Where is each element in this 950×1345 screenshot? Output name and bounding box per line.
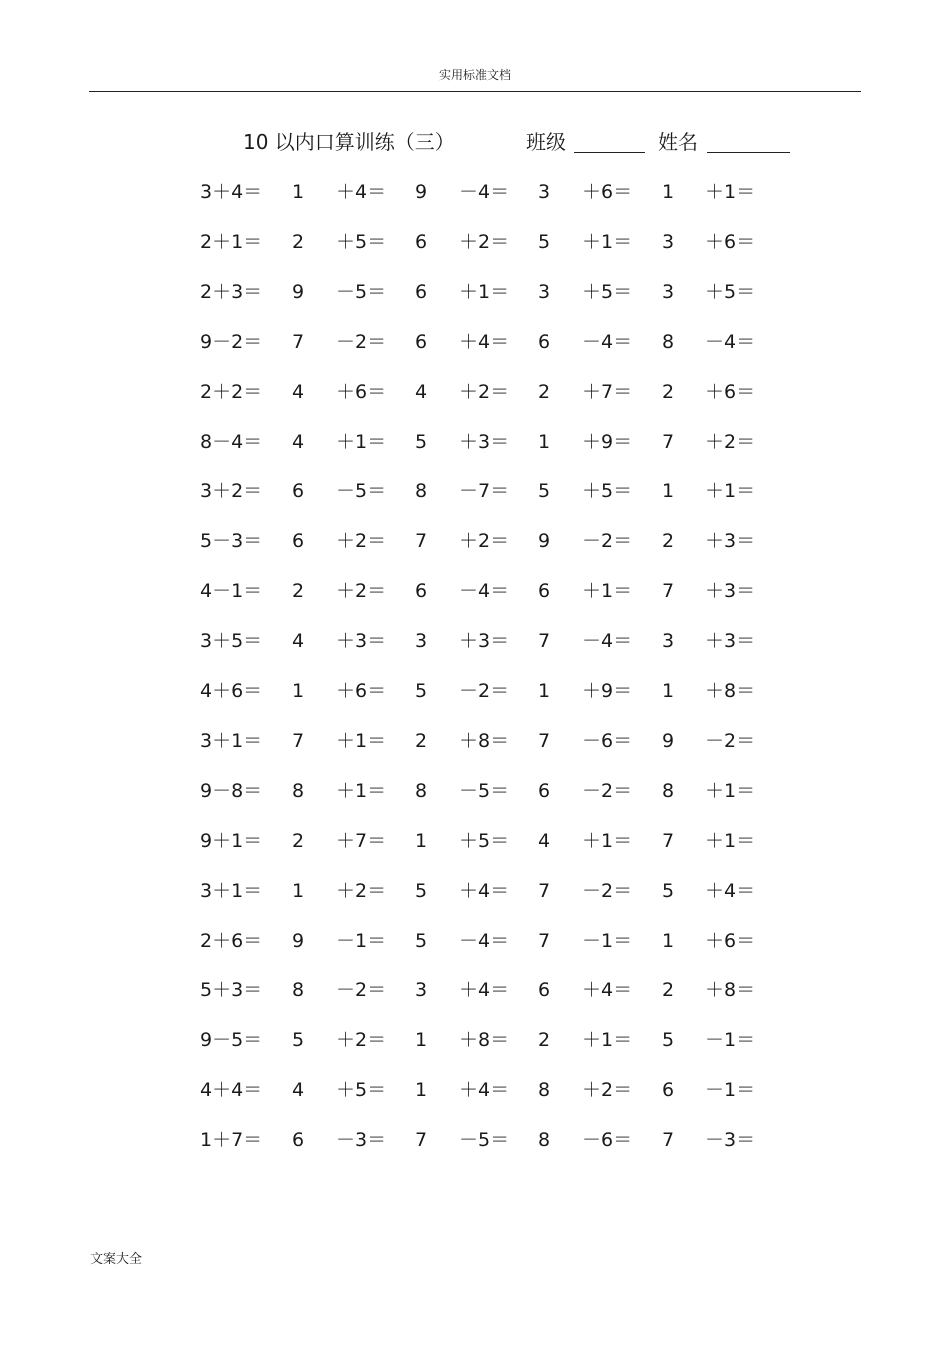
problem-cell: 3＋1＝ <box>200 880 263 902</box>
problem-cell: 6 <box>292 480 305 502</box>
problem-cell: 8 <box>292 979 305 1001</box>
problem-cell: 3 <box>415 630 428 652</box>
problem-cell: －2＝ <box>582 530 633 552</box>
problem-cell: －5＝ <box>459 780 510 802</box>
problem-cell: 6 <box>538 780 551 802</box>
problem-cell: 7 <box>292 730 305 752</box>
problem-cell: ＋6＝ <box>705 231 756 253</box>
problem-cell: 3＋1＝ <box>200 730 263 752</box>
problem-cell: ＋5＝ <box>582 281 633 303</box>
problem-cell: 1 <box>415 1029 428 1051</box>
problem-cell: ＋4＝ <box>459 331 510 353</box>
class-blank-line[interactable] <box>574 128 645 153</box>
problem-cell: ＋2＝ <box>336 580 387 602</box>
problem-cell: ＋1＝ <box>705 830 756 852</box>
problem-cell: ＋4＝ <box>336 181 387 203</box>
problem-cell: ＋8＝ <box>705 979 756 1001</box>
problem-cell: －1＝ <box>582 930 633 952</box>
problem-cell: ＋7＝ <box>582 381 633 403</box>
problem-cell: －2＝ <box>336 331 387 353</box>
problem-cell: 5 <box>662 880 675 902</box>
problem-cell: ＋2＝ <box>336 1029 387 1051</box>
problem-cell: 2 <box>662 381 675 403</box>
problem-cell: －4＝ <box>459 930 510 952</box>
problem-cell: 9 <box>538 530 551 552</box>
problem-cell: ＋5＝ <box>582 480 633 502</box>
problem-cell: ＋3＝ <box>459 630 510 652</box>
problem-cell: ＋2＝ <box>582 1079 633 1101</box>
problem-cell: ＋6＝ <box>705 930 756 952</box>
problem-cell: 1 <box>415 830 428 852</box>
problem-cell: 3＋2＝ <box>200 480 263 502</box>
problem-cell: －4＝ <box>459 580 510 602</box>
problem-cell: ＋4＝ <box>582 979 633 1001</box>
problem-cell: 2＋6＝ <box>200 930 263 952</box>
problem-cell: －2＝ <box>336 979 387 1001</box>
page-footer: 文案大全 <box>90 1252 143 1267</box>
problem-cell: ＋3＝ <box>705 530 756 552</box>
problem-cell: 1 <box>292 181 305 203</box>
problem-cell: 5 <box>415 880 428 902</box>
problem-cell: ＋2＝ <box>336 530 387 552</box>
problem-cell: 3＋4＝ <box>200 181 263 203</box>
problem-cell: 6 <box>415 231 428 253</box>
problem-cell: 7 <box>415 530 428 552</box>
problem-cell: 2 <box>292 580 305 602</box>
problem-cell: 9－2＝ <box>200 331 263 353</box>
problem-cell: ＋2＝ <box>705 431 756 453</box>
problem-cell: 5 <box>292 1029 305 1051</box>
problem-cell: －2＝ <box>705 730 756 752</box>
problem-cell: 3＋5＝ <box>200 630 263 652</box>
problem-cell: ＋3＝ <box>459 431 510 453</box>
problem-cell: 7 <box>662 1129 675 1151</box>
problem-cell: －1＝ <box>705 1079 756 1101</box>
problem-cell: 9 <box>415 181 428 203</box>
problem-cell: 9 <box>292 281 305 303</box>
problem-cell: 7 <box>292 331 305 353</box>
problem-cell: －4＝ <box>582 630 633 652</box>
problem-cell: ＋1＝ <box>459 281 510 303</box>
problem-cell: －1＝ <box>705 1029 756 1051</box>
problem-cell: 2＋1＝ <box>200 231 263 253</box>
problem-cell: ＋5＝ <box>336 231 387 253</box>
problem-cell: 2 <box>662 530 675 552</box>
problem-cell: 1 <box>662 181 675 203</box>
page-header: 实用标准文档 <box>438 68 511 82</box>
problem-cell: ＋2＝ <box>336 880 387 902</box>
problem-cell: 9＋1＝ <box>200 830 263 852</box>
problem-cell: 8 <box>292 780 305 802</box>
problem-cell: ＋9＝ <box>582 431 633 453</box>
problem-cell: －2＝ <box>582 780 633 802</box>
problem-cell: －7＝ <box>459 480 510 502</box>
problem-cell: －4＝ <box>582 331 633 353</box>
problem-cell: －3＝ <box>705 1129 756 1151</box>
problem-cell: 2 <box>662 979 675 1001</box>
problem-cell: ＋7＝ <box>336 830 387 852</box>
problem-cell: 5 <box>415 930 428 952</box>
problem-cell: 2 <box>538 1029 551 1051</box>
problem-cell: 6 <box>538 331 551 353</box>
problem-cell: 6 <box>538 580 551 602</box>
problem-cell: 6 <box>292 530 305 552</box>
problem-cell: 4 <box>292 1079 305 1101</box>
problem-cell: 6 <box>415 281 428 303</box>
problem-cell: 1 <box>662 480 675 502</box>
problem-cell: 5－3＝ <box>200 530 263 552</box>
problem-cell: 1 <box>292 880 305 902</box>
problem-cell: 4 <box>415 381 428 403</box>
problem-cell: 4 <box>292 630 305 652</box>
problem-cell: 6 <box>538 979 551 1001</box>
problem-cell: 1 <box>662 930 675 952</box>
problem-cell: ＋1＝ <box>582 580 633 602</box>
problem-cell: ＋5＝ <box>336 1079 387 1101</box>
problem-cell: 7 <box>538 880 551 902</box>
problem-cell: ＋2＝ <box>459 231 510 253</box>
problem-cell: －6＝ <box>582 730 633 752</box>
problem-cell: 3 <box>538 281 551 303</box>
problem-cell: －4＝ <box>459 181 510 203</box>
problem-cell: ＋1＝ <box>336 780 387 802</box>
problem-cell: 3 <box>662 630 675 652</box>
problem-cell: ＋5＝ <box>459 830 510 852</box>
problem-cell: ＋2＝ <box>459 381 510 403</box>
problem-cell: －5＝ <box>459 1129 510 1151</box>
problem-cell: ＋6＝ <box>582 181 633 203</box>
problem-cell: 2 <box>292 231 305 253</box>
problem-cell: 5 <box>538 480 551 502</box>
problem-cell: ＋1＝ <box>336 730 387 752</box>
problem-cell: 3 <box>662 281 675 303</box>
class-label: 班级 <box>526 130 566 154</box>
problem-cell: 9－8＝ <box>200 780 263 802</box>
worksheet-title: 10 以内口算训练（三） <box>243 130 455 154</box>
name-blank-line[interactable] <box>707 128 790 153</box>
problem-cell: ＋3＝ <box>336 630 387 652</box>
worksheet-title-line <box>0 128 950 158</box>
problem-cell: ＋4＝ <box>705 880 756 902</box>
problem-cell: 2 <box>538 381 551 403</box>
problem-cell: ＋1＝ <box>582 231 633 253</box>
problem-cell: 5 <box>662 1029 675 1051</box>
problem-cell: ＋1＝ <box>582 830 633 852</box>
problem-cell: 4＋6＝ <box>200 680 263 702</box>
problem-cell: ＋4＝ <box>459 880 510 902</box>
problem-cell: 4＋4＝ <box>200 1079 263 1101</box>
problem-cell: 8 <box>538 1079 551 1101</box>
problem-cell: ＋3＝ <box>705 580 756 602</box>
problem-cell: 4 <box>292 431 305 453</box>
problem-cell: －1＝ <box>336 930 387 952</box>
problem-cell: 9－5＝ <box>200 1029 263 1051</box>
problem-cell: 8 <box>662 780 675 802</box>
problem-cell: 2＋3＝ <box>200 281 263 303</box>
problem-cell: 6 <box>292 1129 305 1151</box>
name-label: 姓名 <box>658 130 698 154</box>
problem-cell: －2＝ <box>459 680 510 702</box>
problem-cell: 4 <box>292 381 305 403</box>
problem-cell: 1 <box>662 680 675 702</box>
problem-cell: ＋1＝ <box>582 1029 633 1051</box>
problem-cell: 2 <box>415 730 428 752</box>
problem-cell: 8－4＝ <box>200 431 263 453</box>
problem-cell: ＋9＝ <box>582 680 633 702</box>
problem-cell: 4－1＝ <box>200 580 263 602</box>
problem-cell: 3 <box>415 979 428 1001</box>
problem-cell: ＋8＝ <box>459 730 510 752</box>
problem-cell: 8 <box>415 480 428 502</box>
problem-cell: ＋8＝ <box>459 1029 510 1051</box>
problem-cell: 6 <box>415 580 428 602</box>
problem-cell: 1＋7＝ <box>200 1129 263 1151</box>
problem-cell: ＋1＝ <box>705 181 756 203</box>
problem-cell: 7 <box>538 730 551 752</box>
problem-cell: 7 <box>538 630 551 652</box>
problem-cell: 6 <box>662 1079 675 1101</box>
problem-cell: 9 <box>662 730 675 752</box>
problem-cell: 1 <box>415 1079 428 1101</box>
header-rule <box>89 91 861 92</box>
problem-cell: ＋3＝ <box>705 630 756 652</box>
problem-cell: ＋1＝ <box>705 780 756 802</box>
problem-cell: 5 <box>538 231 551 253</box>
problem-cell: 4 <box>538 830 551 852</box>
problem-cell: 2 <box>292 830 305 852</box>
problem-cell: 5 <box>415 431 428 453</box>
problem-cell: ＋1＝ <box>705 480 756 502</box>
problem-cell: 1 <box>292 680 305 702</box>
problem-cell: －5＝ <box>336 480 387 502</box>
problem-cell: －2＝ <box>582 880 633 902</box>
problem-cell: 7 <box>662 431 675 453</box>
problem-cell: 5 <box>415 680 428 702</box>
problem-cell: 7 <box>415 1129 428 1151</box>
problem-cell: 9 <box>292 930 305 952</box>
problem-cell: ＋6＝ <box>336 381 387 403</box>
problem-cell: ＋5＝ <box>705 281 756 303</box>
problem-cell: 8 <box>415 780 428 802</box>
problem-cell: 8 <box>662 331 675 353</box>
problem-cell: ＋2＝ <box>459 530 510 552</box>
problem-cell: 7 <box>662 830 675 852</box>
problem-cell: －4＝ <box>705 331 756 353</box>
problem-cell: 2＋2＝ <box>200 381 263 403</box>
problem-cell: 7 <box>538 930 551 952</box>
problem-cell: 7 <box>662 580 675 602</box>
problem-cell: 1 <box>538 431 551 453</box>
problem-cell: ＋1＝ <box>336 431 387 453</box>
problem-cell: 8 <box>538 1129 551 1151</box>
problem-cell: －5＝ <box>336 281 387 303</box>
problem-cell: 3 <box>538 181 551 203</box>
problem-cell: 5＋3＝ <box>200 979 263 1001</box>
problem-cell: ＋4＝ <box>459 979 510 1001</box>
problem-cell: －6＝ <box>582 1129 633 1151</box>
problem-cell: 3 <box>662 231 675 253</box>
problem-cell: －3＝ <box>336 1129 387 1151</box>
problem-cell: ＋8＝ <box>705 680 756 702</box>
problem-cell: 1 <box>538 680 551 702</box>
problem-cell: ＋6＝ <box>705 381 756 403</box>
problem-cell: 6 <box>415 331 428 353</box>
problem-cell: ＋6＝ <box>336 680 387 702</box>
problem-cell: ＋4＝ <box>459 1079 510 1101</box>
